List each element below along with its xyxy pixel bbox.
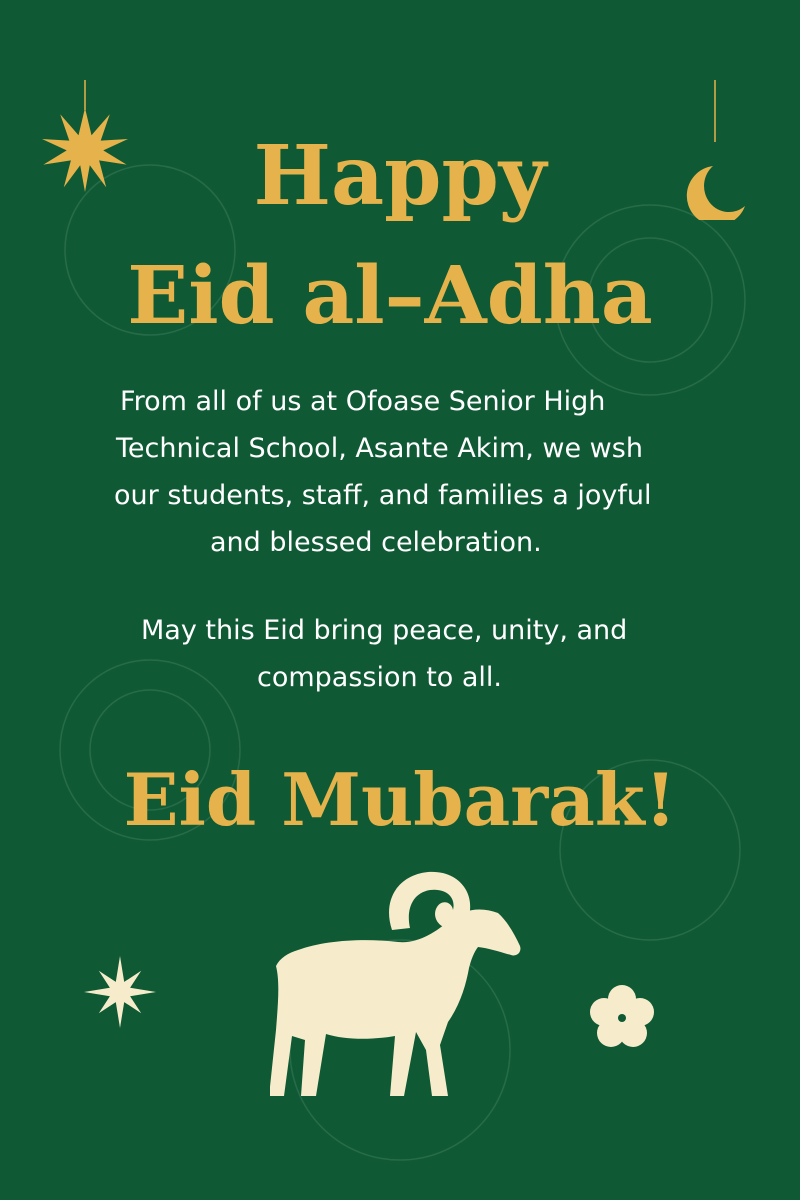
message-line: and blessed celebration. xyxy=(210,527,542,558)
message-line: Technical School, Asante Akim, we wsh xyxy=(116,433,643,464)
ram-icon xyxy=(270,868,530,1103)
message-line: From all of us at Ofoase Senior High xyxy=(120,386,606,417)
message-line: our students, staff, and families a joyful xyxy=(114,480,652,511)
sparkle-star-icon xyxy=(80,952,160,1032)
flower-icon xyxy=(582,978,662,1058)
title-happy: Happy xyxy=(253,128,547,224)
message-line: compassion to all. xyxy=(257,662,503,693)
title-eid-al-adha: Eid al–Adha xyxy=(127,248,653,342)
eid-mubarak-text: Eid Mubarak! xyxy=(123,757,677,842)
message-line: May this Eid bring peace, unity, and xyxy=(141,615,628,646)
